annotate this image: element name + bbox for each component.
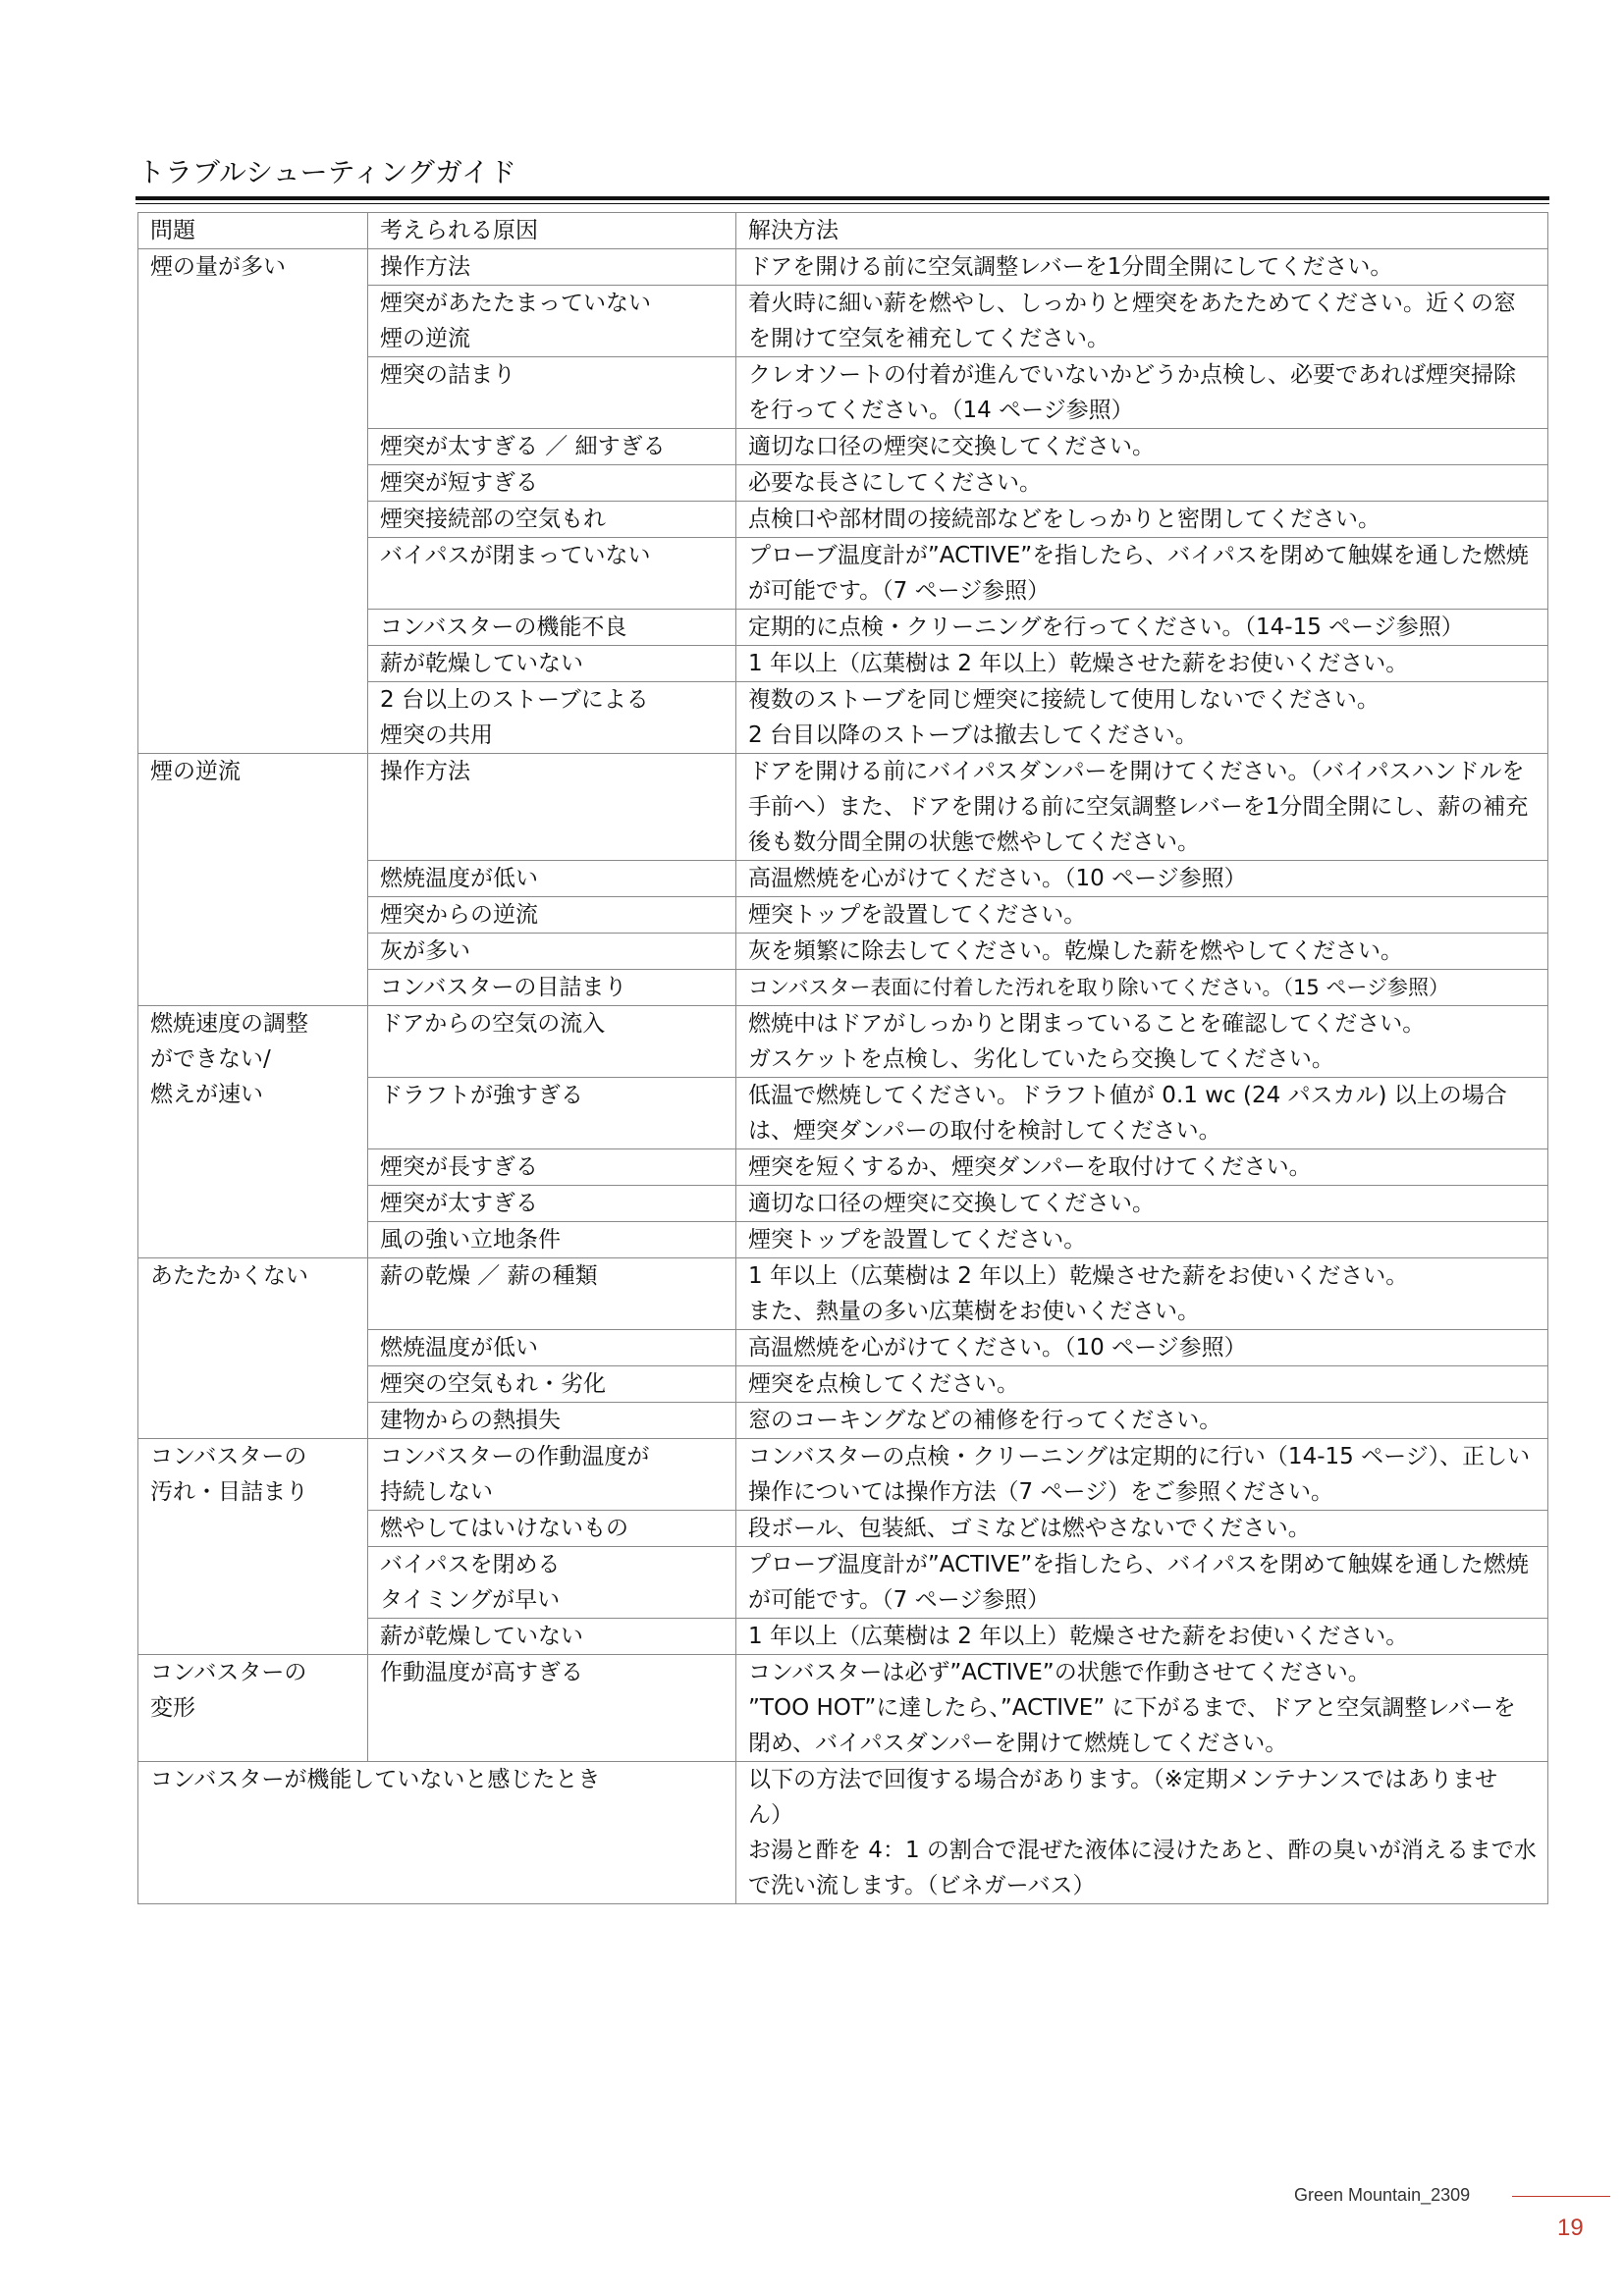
- solution-cell: 1 年以上（広葉樹は 2 年以上）乾燥させた薪をお使いください。 また、熱量の多い広葉樹をお使いください。: [736, 1258, 1548, 1330]
- problem-cell: 煙の逆流: [138, 754, 368, 1006]
- solution-cell: 高温燃焼を心がけてください。（10 ページ参照）: [736, 861, 1548, 897]
- table-row: [138, 1439, 1548, 1511]
- header-cause: 考えられる原因: [368, 213, 736, 249]
- final-label-cell: コンバスターが機能していないと感じたとき: [138, 1762, 736, 1904]
- cause-cell: 操作方法: [368, 754, 736, 861]
- solution-cell: コンバスターの点検・クリーニングは定期的に行い（14-15 ページ）、正しい操作については操作方法（7 ページ）をご参照ください。: [736, 1439, 1548, 1511]
- table-header-row: [138, 213, 1548, 249]
- solution-cell: 1 年以上（広葉樹は 2 年以上）乾燥させた薪をお使いください。: [736, 646, 1548, 682]
- solution-cell: 高温燃焼を心がけてください。（10 ページ参照）: [736, 1330, 1548, 1366]
- solution-cell: 窓のコーキングなどの補修を行ってください。: [736, 1403, 1548, 1439]
- title-rule: [135, 196, 1549, 200]
- cause-cell: コンバスターの目詰まり: [368, 970, 736, 1006]
- cause-cell: バイパスを閉める タイミングが早い: [368, 1547, 736, 1619]
- cause-cell: 2 台以上のストーブによる 煙突の共用: [368, 682, 736, 754]
- troubleshooting-table: [137, 212, 1548, 1904]
- solution-cell: プローブ温度計が”ACTIVE”を指したら、バイパスを閉めて触媒を通した燃焼が可能です。（7 ページ参照）: [736, 538, 1548, 610]
- header-solution: 解決方法: [736, 213, 1548, 249]
- page-number: 19: [1557, 2215, 1584, 2241]
- solution-cell: ドアを開ける前に空気調整レバーを1分間全開にしてください。: [736, 249, 1548, 286]
- cause-cell: コンバスターの機能不良: [368, 610, 736, 646]
- cause-cell: 煙突接続部の空気もれ: [368, 502, 736, 538]
- solution-cell: 煙突トップを設置してください。: [736, 1222, 1548, 1258]
- solution-cell: 灰を頻繁に除去してください。乾燥した薪を燃やしてください。: [736, 934, 1548, 970]
- cause-cell: 燃焼温度が低い: [368, 1330, 736, 1366]
- final-solution-cell: 以下の方法で回復する場合があります。（※定期メンテナンスではありません） お湯と酢を 4：1 の割合で混ぜた液体に浸けたあと、酢の臭いが消えるまで水で洗い流します。（ビネガーバス）: [736, 1762, 1548, 1904]
- solution-cell: 低温で燃焼してください。ドラフト値が 0.1 wc (24 パスカル) 以上の場合は、煙突ダンパーの取付を検討してください。: [736, 1078, 1548, 1149]
- cause-cell: 煙突が長すぎる: [368, 1149, 736, 1186]
- cause-cell: 煙突があたたまっていない 煙の逆流: [368, 286, 736, 357]
- cause-cell: 煙突が短すぎる: [368, 465, 736, 502]
- table-row: [138, 754, 1548, 861]
- cause-cell: 煙突の詰まり: [368, 357, 736, 429]
- solution-cell: ドアを開ける前にバイパスダンパーを開けてください。（バイパスハンドルを手前へ）また、ドアを開ける前に空気調整レバーを1分間全開にし、薪の補充後も数分間全開の状態で燃やしてください。: [736, 754, 1548, 861]
- cause-cell: ドアからの空気の流入: [368, 1006, 736, 1078]
- cause-cell: バイパスが閉まっていない: [368, 538, 736, 610]
- solution-cell: クレオソートの付着が進んでいないかどうか点検し、必要であれば煙突掃除を行ってください。（14 ページ参照）: [736, 357, 1548, 429]
- cause-cell: 灰が多い: [368, 934, 736, 970]
- solution-cell: 1 年以上（広葉樹は 2 年以上）乾燥させた薪をお使いください。: [736, 1619, 1548, 1655]
- problem-cell: コンバスターの 変形: [138, 1655, 368, 1762]
- final-row: [138, 1762, 1548, 1904]
- table-row: [138, 1655, 1548, 1762]
- cause-cell: ドラフトが強すぎる: [368, 1078, 736, 1149]
- cause-cell: コンバスターの作動温度が 持続しない: [368, 1439, 736, 1511]
- cause-cell: 煙突が太すぎる ／ 細すぎる: [368, 429, 736, 465]
- solution-cell: 煙突を点検してください。: [736, 1366, 1548, 1403]
- page-title: トラブルシューティングガイド: [137, 156, 516, 188]
- solution-cell: 着火時に細い薪を燃やし、しっかりと煙突をあたためてください。近くの窓を開けて空気を補充してください。: [736, 286, 1548, 357]
- table-body: [138, 249, 1548, 1904]
- cause-cell: 作動温度が高すぎる: [368, 1655, 736, 1762]
- solution-cell: 煙突トップを設置してください。: [736, 897, 1548, 934]
- cause-cell: 操作方法: [368, 249, 736, 286]
- cause-cell: 煙突が太すぎる: [368, 1186, 736, 1222]
- problem-cell: 煙の量が多い: [138, 249, 368, 754]
- cause-cell: 薪が乾燥していない: [368, 646, 736, 682]
- cause-cell: 煙突からの逆流: [368, 897, 736, 934]
- solution-cell: 必要な長さにしてください。: [736, 465, 1548, 502]
- footer-label: Green Mountain_2309: [1294, 2185, 1471, 2205]
- footer-rule: [1512, 2196, 1610, 2197]
- solution-cell: 燃焼中はドアがしっかりと閉まっていることを確認してください。 ガスケットを点検し、劣化していたら交換してください。: [736, 1006, 1548, 1078]
- cause-cell: 風の強い立地条件: [368, 1222, 736, 1258]
- table-row: [138, 1006, 1548, 1078]
- cause-cell: 燃やしてはいけないもの: [368, 1511, 736, 1547]
- problem-cell: あたたかくない: [138, 1258, 368, 1439]
- solution-cell: 煙突を短くするか、煙突ダンパーを取付けてください。: [736, 1149, 1548, 1186]
- solution-cell: コンバスターは必ず”ACTIVE”の状態で作動させてください。 ”TOO HOT”に達したら、”ACTIVE” に下がるまで、ドアと空気調整レバーを閉め、バイパスダンパーを開けて燃焼してください。: [736, 1655, 1548, 1762]
- cause-cell: 燃焼温度が低い: [368, 861, 736, 897]
- table-row: [138, 1258, 1548, 1330]
- cause-cell: 建物からの熱損失: [368, 1403, 736, 1439]
- solution-cell: 適切な口径の煙突に交換してください。: [736, 429, 1548, 465]
- solution-cell: プローブ温度計が”ACTIVE”を指したら、バイパスを閉めて触媒を通した燃焼が可能です。（7 ページ参照）: [736, 1547, 1548, 1619]
- cause-cell: 薪の乾燥 ／ 薪の種類: [368, 1258, 736, 1330]
- table-row: [138, 249, 1548, 286]
- cause-cell: 煙突の空気もれ・劣化: [368, 1366, 736, 1403]
- solution-cell: 段ボール、包装紙、ゴミなどは燃やさないでください。: [736, 1511, 1548, 1547]
- header-problem: 問題: [138, 213, 368, 249]
- solution-cell: コンバスター表面に付着した汚れを取り除いてください。（15 ページ参照）: [736, 970, 1548, 1006]
- solution-cell: 定期的に点検・クリーニングを行ってください。（14-15 ページ参照）: [736, 610, 1548, 646]
- solution-cell: 適切な口径の煙突に交換してください。: [736, 1186, 1548, 1222]
- problem-cell: コンバスターの 汚れ・目詰まり: [138, 1439, 368, 1655]
- problem-cell: 燃焼速度の調整 ができない/ 燃えが速い: [138, 1006, 368, 1258]
- cause-cell: 薪が乾燥していない: [368, 1619, 736, 1655]
- title-rule-thin: [135, 203, 1549, 204]
- solution-cell: 複数のストーブを同じ煙突に接続して使用しないでください。 2 台目以降のストーブは撤去してください。: [736, 682, 1548, 754]
- solution-cell: 点検口や部材間の接続部などをしっかりと密閉してください。: [736, 502, 1548, 538]
